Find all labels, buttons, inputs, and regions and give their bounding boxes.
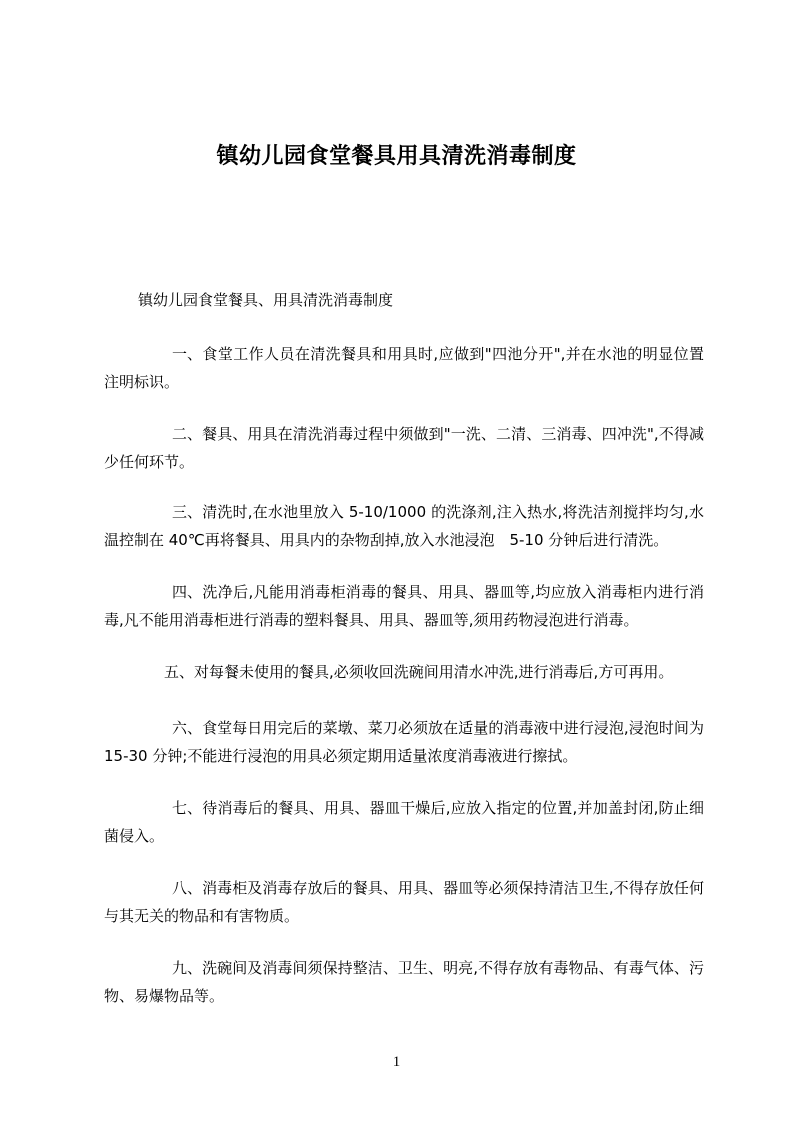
clause-number: 五、 (164, 663, 195, 681)
document-subtitle: 镇幼儿园食堂餐具、用具清洗消毒制度 (138, 291, 394, 309)
clause-text: 餐具、用具在清洗消毒过程中须做到"一洗、二清、三消毒、四冲洗",不得减少任何环节。 (104, 425, 704, 471)
clause-number: 九、 (172, 959, 203, 977)
clause-text: 食堂每日用完后的菜墩、菜刀必须放在适量的消毒液中进行浸泡,浸泡时间为 15-30 分钟;不能进行浸泡的用具必须定期用适量浓度消毒液进行擦拭。 (104, 719, 704, 765)
clause-text: 洗碗间及消毒间须保持整洁、卫生、明亮,不得存放有毒物品、有毒气体、污物、易爆物品等。 (104, 959, 704, 1005)
clause-number: 八、 (172, 879, 203, 897)
clause-text: 洗净后,凡能用消毒柜消毒的餐具、用具、器皿等,均应放入消毒柜内进行消毒,凡不能用消毒柜进行消毒的塑料餐具、用具、器皿等,须用药物浸泡进行消毒。 (104, 583, 704, 629)
clause-number: 二、 (172, 425, 203, 443)
clause-number: 四、 (172, 583, 203, 601)
clause-2 (104, 420, 704, 476)
clause-5 (104, 658, 704, 686)
clause-3 (104, 498, 704, 554)
page-number: 1 (392, 1054, 401, 1070)
clause-number: 三、 (172, 503, 203, 521)
clause-7 (104, 794, 704, 850)
clause-text: 清洗时,在水池里放入 5-10/1000 的洗涤剂,注入热水,将洗洁剂搅拌均匀,水温控制在 40℃再将餐具、用具内的杂物刮掉,放入水池浸泡 5-10 分钟后进行清洗。 (104, 503, 704, 549)
clause-text: 待消毒后的餐具、用具、器皿干燥后,应放入指定的位置,并加盖封闭,防止细菌侵入。 (104, 799, 704, 845)
clause-9 (104, 954, 704, 1010)
clause-4 (104, 578, 704, 634)
clause-1 (104, 340, 704, 396)
clause-text: 消毒柜及消毒存放后的餐具、用具、器皿等必须保持清洁卫生,不得存放任何与其无关的物品和有害物质。 (104, 879, 704, 925)
clause-number: 七、 (172, 799, 203, 817)
page-title: 镇幼儿园食堂餐具用具清洗消毒制度 (216, 144, 577, 169)
clause-number: 六、 (172, 719, 203, 737)
clause-6 (104, 714, 704, 770)
clause-text: 食堂工作人员在清洗餐具和用具时,应做到"四池分开",并在水池的明显位置注明标识。 (104, 345, 704, 391)
clause-8 (104, 874, 704, 930)
clause-text: 对每餐未使用的餐具,必须收回洗碗间用清水冲洗,进行消毒后,方可再用。 (194, 663, 674, 681)
clause-number: 一、 (172, 345, 203, 363)
